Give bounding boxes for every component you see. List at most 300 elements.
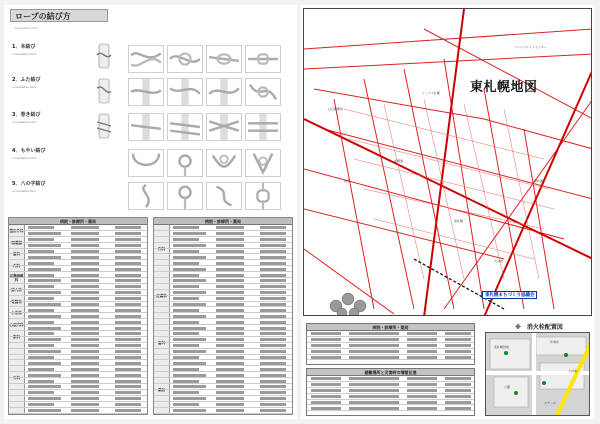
unreadable-text [349,377,399,380]
unreadable-text [173,297,199,300]
unreadable-text [216,374,244,377]
directory-category-group [9,225,147,237]
directory-category-label: 耳鼻咽喉科 [9,274,24,283]
directory-left-table [8,217,148,415]
unreadable-text [311,401,341,404]
map-title: 東札幌地図 [470,80,538,95]
unreadable-text [311,407,341,410]
knot-4-photos [128,149,281,177]
knot-3-title: 3．巻き結び [12,112,41,118]
directory-category-label: 歯科 [9,249,25,261]
unreadable-text [260,274,286,277]
knot-1-pole-image [96,43,112,69]
unreadable-text [173,256,206,259]
unreadable-text [260,327,286,330]
unreadable-text [115,321,141,324]
unreadable-text [445,407,471,410]
unreadable-text [349,350,399,353]
unreadable-text [28,391,54,394]
unreadable-text [216,356,244,359]
unreadable-text [115,309,141,312]
unreadable-text [445,389,471,392]
knot-1-title: 1．本結び [12,44,36,50]
knot-2-photos [128,78,281,106]
unreadable-text [115,262,141,265]
unreadable-text [260,350,286,353]
directory-row [154,408,292,414]
unreadable-text [216,315,244,318]
unreadable-text [349,332,399,335]
unreadable-text [71,285,99,288]
knot-4-photo-1 [128,149,164,177]
info-row [307,405,474,411]
knot-2-desc: unreadable-text [12,85,36,89]
unreadable-text [71,332,99,335]
left-page [4,5,297,419]
street-map [303,8,592,316]
knot-2-pole-image [96,78,112,104]
directory-category-label: 外科 [9,343,25,414]
unreadable-text [216,256,244,259]
unreadable-text [173,397,206,400]
unreadable-text [260,409,286,412]
unreadable-text [216,274,244,277]
knot-3-photo-4 [245,113,281,141]
unreadable-text [71,279,99,282]
unreadable-text [260,338,286,341]
unreadable-text [28,244,61,247]
unreadable-text [115,244,141,247]
unreadable-text [260,362,286,365]
unreadable-text [28,315,61,318]
knot-3-photos [128,113,281,141]
unreadable-text [173,274,199,277]
unreadable-text [28,385,61,388]
unreadable-text [311,389,341,392]
directory-category-group [9,272,147,284]
directory-category-label: 皮膚科 [154,272,170,319]
unreadable-text [71,397,99,400]
map-label-6: 大谷地 [494,259,504,263]
unreadable-text [216,238,244,241]
section-title: ロープの結び方 [10,9,108,22]
directory-category-group [154,225,292,272]
unreadable-text [28,279,61,282]
directory-left-header: 病院・診療所・薬局 [9,218,147,225]
knot-3-photo-3 [206,113,242,141]
knot-1-photo-4 [245,45,281,73]
unreadable-text [260,385,286,388]
knot-1-photo-3 [206,45,242,73]
unreadable-text [115,232,141,235]
unreadable-text [216,268,244,271]
directory-category-group [154,272,292,319]
unreadable-text [260,368,286,371]
unreadable-text [173,374,206,377]
unreadable-text [28,397,61,400]
unreadable-text [28,321,54,324]
map-label-5: 南郷通 [394,159,404,163]
directory-category-label: 婦人科 [9,284,25,296]
unreadable-text [173,403,199,406]
unreadable-text [173,291,206,294]
unreadable-text [71,256,99,259]
unreadable-text [173,268,206,271]
unreadable-text [28,291,61,294]
unreadable-text [71,268,99,271]
unreadable-text [311,332,341,335]
unreadable-text [71,244,99,247]
unreadable-text [173,262,199,265]
unreadable-text [71,368,99,371]
unreadable-text [260,232,286,235]
knot-2-photo-3 [206,78,242,106]
directory-category-label: 内科 [154,225,170,272]
directory-category-label: 内科 [9,260,25,272]
unreadable-text [28,362,61,365]
unreadable-text [71,380,99,383]
unreadable-text [260,374,286,377]
unreadable-text [407,338,437,341]
unreadable-text [71,362,99,365]
unreadable-text [216,250,244,253]
unreadable-text [115,338,141,341]
unreadable-text [216,297,244,300]
knot-2-photo-1 [128,78,164,106]
unreadable-text [445,344,471,347]
unreadable-text [28,403,54,406]
directory-right-rows [154,225,292,414]
unreadable-text [216,409,244,412]
unreadable-text [115,297,141,300]
unreadable-text [260,291,286,294]
directory-category-label: 歯科 [154,319,170,366]
unreadable-text [216,279,244,282]
info-table-1-header: 病院・診療所・薬局 [307,324,474,331]
hydrant-title: ※ 消火栓配置図 [515,324,563,331]
unreadable-text [173,285,199,288]
unreadable-text [115,226,141,229]
knot-4-title: 4．もやい結び [12,148,46,154]
map-label-1: コンベンションセンター [514,45,547,49]
directory-right-header: 病院・診療所・薬局 [154,218,292,225]
unreadable-text [28,309,54,312]
unreadable-text [71,321,99,324]
unreadable-text [28,268,61,271]
directory-category-group [9,343,147,414]
unreadable-text [71,226,99,229]
unreadable-text [260,344,286,347]
unreadable-text [260,321,286,324]
unreadable-text [216,303,244,306]
unreadable-text [28,374,61,377]
unreadable-text [28,350,61,353]
directory-left-rows [9,225,147,414]
unreadable-text [71,327,99,330]
knot-5-photo-4 [245,182,281,210]
unreadable-text [71,403,99,406]
unreadable-text [216,350,244,353]
knot-5-photos [128,182,281,210]
unreadable-text [71,250,99,253]
unreadable-text [260,279,286,282]
unreadable-text [349,356,399,359]
knot-2-photo-2 [167,78,203,106]
unreadable-text [173,338,206,341]
unreadable-text [173,332,199,335]
unreadable-text [407,356,437,359]
unreadable-text [260,391,286,394]
unreadable-text [260,397,286,400]
unreadable-text [173,315,206,318]
unreadable-text [115,291,141,294]
unreadable-text [260,380,286,383]
unreadable-text [71,232,99,235]
medical-directory [8,217,294,415]
unreadable-text [71,356,99,359]
knot-5-title: 5．八の字結び [12,181,46,187]
unreadable-text [28,368,54,371]
map-label-3: イーアス札幌 [422,91,440,95]
unreadable-text [216,332,244,335]
unreadable-text [28,380,54,383]
unreadable-text [28,226,54,229]
unreadable-text [349,389,399,392]
unreadable-text [28,356,54,359]
hydrant-label-1: 作業所 [550,340,560,344]
unreadable-text [28,256,61,259]
unreadable-text [173,238,199,241]
directory-category-label: 循環器 [9,237,25,249]
unreadable-text [173,385,206,388]
unreadable-text [28,232,61,235]
unreadable-text [260,256,286,259]
unreadable-text [173,380,199,383]
map-label-4: 東札幌 [454,219,464,223]
directory-category-label: 整形外科 [9,225,25,237]
unreadable-text [260,268,286,271]
unreadable-text [71,238,99,241]
unreadable-text [115,285,141,288]
unreadable-text [216,362,244,365]
unreadable-text [407,401,437,404]
unreadable-text [216,385,244,388]
unreadable-text [28,409,61,412]
unreadable-text [349,344,399,347]
unreadable-text [173,309,199,312]
unreadable-text [173,321,199,324]
unreadable-text [260,238,286,241]
unreadable-text [28,332,54,335]
directory-category-group [9,260,147,272]
unreadable-text [349,383,399,386]
unreadable-text [115,362,141,365]
unreadable-text [28,262,54,265]
knot-1-photo-2 [167,45,203,73]
knot-5-photo-2 [167,182,203,210]
directory-category-group [9,331,147,343]
unreadable-text [71,338,99,341]
unreadable-text [311,344,341,347]
unreadable-text [445,395,471,398]
directory-category-group [9,296,147,308]
unreadable-text [71,274,99,277]
knot-4-photo-2 [167,149,203,177]
hydrant-label-3: 公園 [504,385,511,389]
knot-2-title: 2．ふた結び [12,77,41,83]
unreadable-text [216,226,244,229]
map-roads [304,9,592,316]
knot-3-photo-1 [128,113,164,141]
unreadable-text [445,383,471,386]
directory-category-label: 薬局 [154,366,170,413]
unreadable-text [115,368,141,371]
hydrant-map [485,332,590,416]
unreadable-text [115,391,141,394]
unreadable-text [407,389,437,392]
unreadable-text [173,391,199,394]
unreadable-text [407,377,437,380]
unreadable-text [28,338,61,341]
map-label-7: 菊水 [344,179,351,183]
knot-4-photo-4 [245,149,281,177]
unreadable-text [445,338,471,341]
unreadable-text [216,244,244,247]
info-table-1 [306,323,475,365]
unreadable-text [115,344,141,347]
unreadable-text [311,395,341,398]
unreadable-text [311,377,341,380]
directory-category-group [9,237,147,249]
directory-category-label: 心療内科 [9,319,25,331]
unreadable-text [260,403,286,406]
unreadable-text [260,285,286,288]
unreadable-text [173,303,206,306]
unreadable-text [28,250,54,253]
unreadable-text [28,303,61,306]
unreadable-text [216,291,244,294]
unreadable-text [71,409,99,412]
unreadable-text [173,356,199,359]
unreadable-text [407,350,437,353]
info-table-2-header: 避難場所と災害時の情報伝達 [307,369,474,376]
unreadable-text [216,397,244,400]
unreadable-text [28,344,54,347]
unreadable-text [216,380,244,383]
unreadable-text [71,350,99,353]
unreadable-text [115,380,141,383]
unreadable-text [216,338,244,341]
unreadable-text [216,262,244,265]
unreadable-text [216,309,244,312]
unreadable-text [407,332,437,335]
unreadable-text [173,279,206,282]
map-label-2: 白石郵便局 [328,107,344,111]
unreadable-text [349,401,399,404]
unreadable-text [216,232,244,235]
unreadable-text [260,226,286,229]
unreadable-text [216,321,244,324]
unreadable-text [173,368,199,371]
unreadable-text [115,356,141,359]
unreadable-text [216,391,244,394]
directory-category-group [9,307,147,319]
unreadable-text [260,303,286,306]
directory-category-label: 胃腸科 [9,296,25,308]
directory-category-group [9,249,147,261]
unreadable-text [173,409,206,412]
knot-3-pole-image [96,113,112,139]
unreadable-text [445,356,471,359]
unreadable-text [445,401,471,404]
unreadable-text [173,327,206,330]
unreadable-text [115,250,141,253]
unreadable-text [71,297,99,300]
unreadable-text [311,356,341,359]
knot-1-photos [128,45,281,73]
unreadable-text [115,256,141,259]
info-table-2 [306,368,475,416]
unreadable-text [115,374,141,377]
unreadable-text [71,262,99,265]
unreadable-text [216,327,244,330]
unreadable-text [216,403,244,406]
unreadable-text [28,285,54,288]
directory-category-group [9,319,147,331]
unreadable-text [260,297,286,300]
unreadable-text [28,297,54,300]
knot-5-photo-3 [206,182,242,210]
unreadable-text [173,244,206,247]
knot-4-desc: unreadable-text [12,156,36,160]
unreadable-text [260,309,286,312]
unreadable-text [71,291,99,294]
unreadable-text [311,338,341,341]
directory-category-group [154,366,292,413]
unreadable-text [173,250,199,253]
unreadable-text [71,391,99,394]
unreadable-text [216,344,244,347]
directory-row [9,408,147,414]
unreadable-text [311,383,341,386]
unreadable-text [71,374,99,377]
unreadable-text [28,238,54,241]
directory-category-group [154,319,292,366]
unreadable-text [28,274,54,277]
knot-1-desc: unreadable-text [12,52,36,56]
hydrant-label-4: 大谷地 [568,369,578,373]
unreadable-text [407,383,437,386]
intro-text: unreadable-text [14,26,38,30]
unreadable-text [349,407,399,410]
knot-3-desc: unreadable-text [12,120,36,124]
unreadable-text [115,409,141,412]
knot-5-photo-1 [128,182,164,210]
unreadable-text [115,238,141,241]
directory-category-label: 眼科 [9,331,25,343]
unreadable-text [115,274,141,277]
unreadable-text [71,344,99,347]
unreadable-text [445,377,471,380]
knot-3-photo-2 [167,113,203,141]
unreadable-text [115,385,141,388]
unreadable-text [115,332,141,335]
unreadable-text [71,303,99,306]
right-page [301,5,594,419]
unreadable-text [28,327,61,330]
unreadable-text [173,226,199,229]
map-label-8: 環状通 [534,179,544,183]
